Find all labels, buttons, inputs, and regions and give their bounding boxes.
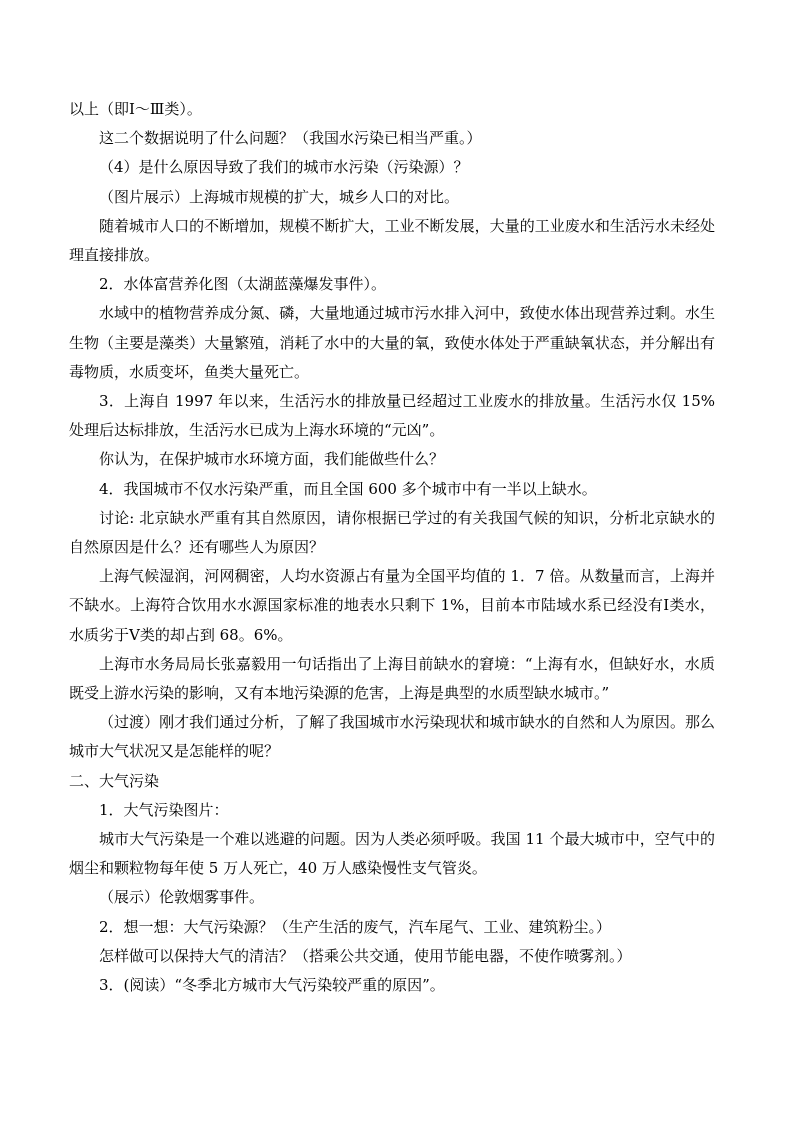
paragraph-item-2: 2．水体富营养化图（太湖蓝藻爆发事件）。 (99, 275, 387, 294)
paragraph-eutrophication: 水域中的植物营养成分氮、磷，大量地通过城市污水排入河中，致使水体出现营养过剩。水生生物（主要是藻类）大量繁殖，消耗了水中的大量的氧，致使水体处于严重缺氧状态，并分解出有毒物质，水质变坏，鱼类大量死亡。 (69, 304, 715, 381)
section-heading-air-pollution: 二、大气污染 (69, 771, 160, 790)
paragraph-question-protect: 你认为，在保护城市水环境方面，我们能做些什么？ (99, 450, 445, 469)
paragraph-population: 随着城市人口的不断增加，规模不断扩大，工业不断发展，大量的工业废水和生活污水未经处理直接排放。 (69, 216, 715, 265)
paragraph-discussion: 讨论: 北京缺水严重有其自然原因，请你根据已学过的有关我国气候的知识，分析北京缺水的自然原因是什么？还有哪些人为原因？ (69, 508, 715, 557)
paragraph-air-item-2: 2．想一想：大气污染源？（生产生活的废气，汽车尾气、工业、建筑粉尘。） (99, 917, 612, 936)
paragraph-london-smog: （展示）伦敦烟雾事件。 (99, 888, 265, 907)
paragraph-item-3: 3．上海自 1997 年以来，生活污水的排放量已经超过工业废水的排放量。生活污水仅 15%处理后达标排放，生活污水已成为上海水环境的“元凶”。 (69, 392, 715, 440)
paragraph-transition: （过渡）刚才我们通过分析，了解了我国城市水污染现状和城市缺水的自然和人为原因。那么城市大气状况又是怎能样的呢？ (69, 713, 715, 761)
paragraph-image-show: （图片展示）上海城市规模的扩大，城乡人口的对比。 (99, 187, 460, 206)
paragraph-quote: 上海市水务局局长张嘉毅用一句话指出了上海目前缺水的窘境：“上海有水，但缺好水，水质既受上游水污染的影响，又有本地污染源的危害，上海是典型的水质型缺水城市。” (69, 654, 715, 703)
paragraph-shanghai-water: 上海气候湿润，河网稠密，人均水资源占有量为全国平均值的 1．7 倍。从数量而言，上海并不缺水。上海符合饮用水水源国家标准的地表水只剩下 1%，目前本市陆域水系已经没有Ⅰ类水，水质劣于Ⅴ类的却占到 68。6%。 (69, 567, 715, 644)
paragraph-keep-clean: 怎样做可以保持大气的清洁？（搭乘公共交通，使用节能电器，不使作喷雾剂。） (99, 946, 632, 965)
paragraph-question-4: （4）是什么原因导致了我们的城市水污染（污染源）？ (99, 158, 469, 177)
paragraph-item-4: 4．我国城市不仅水污染严重，而且全国 600 多个城市中有一半以上缺水。 (99, 479, 597, 498)
paragraph-intro-tail: 以上（即Ⅰ～Ⅲ类）。 (69, 100, 202, 118)
paragraph-air-stats: 城市大气污染是一个难以逃避的问题。因为人类必须呼吸。我国 11 个最大城市中，空气中的烟尘和颗粒物每年使 5 万人死亡，40 万人感染慢性支气管炎。 (69, 830, 715, 878)
paragraph-air-item-3: 3．(阅读）“冬季北方城市大气污染较严重的原因”。 (99, 976, 445, 995)
document-body (69, 95, 715, 1000)
paragraph-question-data: 这二个数据说明了什么问题？（我国水污染已相当严重。） (99, 129, 482, 148)
paragraph-air-item-1: 1．大气污染图片： (99, 800, 229, 819)
